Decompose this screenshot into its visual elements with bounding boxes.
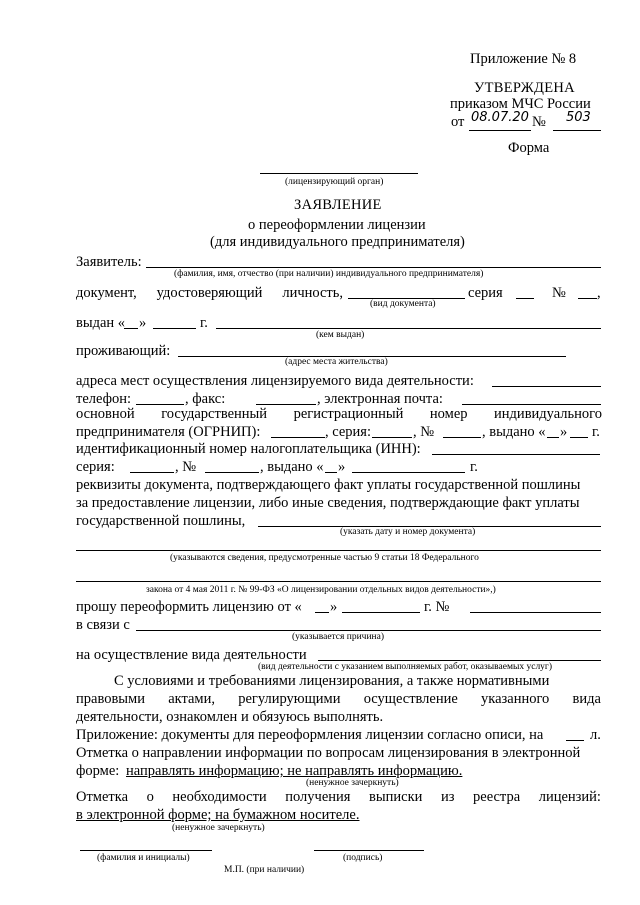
request-label: прошу переоформить лицензию от «	[76, 599, 302, 615]
activity-label: на осуществление вида деятельности	[76, 647, 307, 663]
inn-series-line[interactable]	[130, 472, 174, 473]
license-number-line[interactable]	[470, 612, 601, 613]
ogrnip-issued-date-line[interactable]	[570, 437, 588, 438]
inn-line[interactable]	[432, 454, 600, 455]
electronic-notice-caption: (ненужное зачеркнуть)	[306, 778, 399, 788]
reason-label: в связи с	[76, 617, 130, 633]
request-day-line[interactable]	[315, 612, 329, 613]
payment-extra-line[interactable]	[76, 550, 601, 551]
ogrnip-issued-label: , выдано «	[482, 424, 546, 440]
request-month-line[interactable]	[342, 612, 420, 613]
request-year-number-label: г. №	[424, 599, 450, 615]
attachment-tail: л.	[590, 727, 601, 743]
payment-text-line1: реквизиты документа, подтверждающего факт уплаты государственной пошлины	[76, 477, 581, 493]
ogrnip-series-line[interactable]	[372, 437, 412, 438]
ogrnip-issued-close: »	[560, 424, 568, 440]
inn-issued-date-line[interactable]	[352, 472, 465, 473]
id-document-label: документ, удостоверяющий личность,	[76, 285, 343, 301]
payment-caption-3: закона от 4 мая 2011 г. № 99-ФЗ «О лицензировании отдельных видов деятельности»,)	[146, 585, 496, 595]
ogrnip-issued-day-line[interactable]	[547, 437, 559, 438]
inn-issued-label: , выдано «	[260, 459, 324, 475]
residing-label: проживающий:	[76, 343, 171, 359]
fax-line[interactable]	[256, 404, 316, 405]
ogrnip-year-label: г.	[592, 424, 600, 440]
id-tail: ,	[597, 285, 601, 301]
seal-caption: М.П. (при наличии)	[224, 865, 305, 875]
activity-caption: (вид деятельности с указанием выполняемых работ, оказываемых услуг)	[258, 662, 552, 672]
issued-by-line[interactable]	[216, 328, 601, 329]
name-caption: (фамилия и инициалы)	[97, 853, 190, 863]
order-by-label: приказом МЧС России	[450, 96, 591, 112]
issued-close-quote: »	[139, 315, 147, 331]
id-document-caption: (вид документа)	[370, 299, 436, 309]
electronic-notice-prefix: форме:	[76, 763, 120, 779]
agreement-line3: деятельности, ознакомлен и обязуюсь выполнять.	[76, 709, 384, 725]
document-subtitle-2: (для индивидуального предпринимателя)	[210, 234, 465, 250]
issued-by-caption: (кем выдан)	[316, 330, 365, 340]
authority-line[interactable]	[260, 173, 418, 174]
approved-label: УТВЕРЖДЕНА	[474, 80, 575, 96]
payment-text-line3: государственной пошлины,	[76, 513, 246, 529]
activity-line[interactable]	[318, 660, 601, 661]
request-close-quote: »	[330, 599, 338, 615]
form-label: Форма	[508, 140, 550, 156]
id-number-sign: №	[552, 285, 566, 301]
approval-date-handwritten: 08.07.20	[471, 110, 529, 125]
inn-year-label: г.	[470, 459, 478, 475]
payment-caption-2: (указываются сведения, предусмотренные частью 9 статьи 18 Федерального	[170, 553, 479, 563]
inn-issued-day-line[interactable]	[325, 472, 337, 473]
addresses-label: адреса мест осуществления лицензируемого вида деятельности:	[76, 373, 474, 389]
document-subtitle: о переоформлении лицензии	[248, 217, 426, 233]
phone-label: телефон:	[76, 391, 132, 407]
number-line	[553, 130, 601, 131]
ogrnip-series-label: , серия:	[325, 424, 372, 440]
inn-number-label: , №	[175, 459, 197, 475]
addresses-line[interactable]	[492, 386, 601, 387]
email-line[interactable]	[462, 404, 601, 405]
ogrnip-line[interactable]	[271, 437, 325, 438]
id-series-line[interactable]	[516, 298, 534, 299]
agreement-line1: С условиями и требованиями лицензирования, а также нормативными	[114, 673, 550, 689]
residing-caption: (адрес места жительства)	[285, 357, 388, 367]
applicant-label: Заявитель:	[76, 254, 142, 270]
extract-line1: Отметка о необходимости получения выписки из реестра лицензий:	[76, 789, 601, 805]
extract-caption: (ненужное зачеркнуть)	[172, 823, 265, 833]
ogrnip-label-line1: основной государственный регистрационный номер индивидуального	[76, 406, 602, 422]
fax-label: , факс:	[185, 391, 226, 407]
appendix-label: Приложение № 8	[470, 51, 577, 67]
signature-line[interactable]	[314, 850, 424, 851]
electronic-notice-line1: Отметка о направлении информации по вопросам лицензирования в электронной	[76, 745, 581, 761]
ogrnip-number-line[interactable]	[443, 437, 481, 438]
reason-line[interactable]	[136, 630, 601, 631]
payment-extra-line-2[interactable]	[76, 581, 601, 582]
approval-number-handwritten: 503	[566, 110, 591, 125]
issued-day-line[interactable]	[124, 328, 138, 329]
applicant-caption: (фамилия, имя, отчество (при наличии) индивидуального предпринимателя)	[174, 269, 484, 279]
inn-issued-close: »	[338, 459, 346, 475]
date-prefix: от	[451, 114, 465, 130]
agreement-line2: правовыми актами, регулирующими осуществление указанного вида	[76, 691, 601, 707]
ogrnip-label-line2: предпринимателя (ОГРНИП):	[76, 424, 261, 440]
ogrnip-number-label: , №	[413, 424, 435, 440]
document-title: ЗАЯВЛЕНИЕ	[294, 197, 382, 213]
phone-line[interactable]	[136, 404, 184, 405]
email-label: , электронная почта:	[317, 391, 443, 407]
issued-label: выдан «	[76, 315, 126, 331]
signature-caption: (подпись)	[343, 853, 383, 863]
applicant-line[interactable]	[146, 267, 601, 268]
authority-caption: (лицензирующий орган)	[285, 177, 384, 187]
id-number-line[interactable]	[578, 298, 597, 299]
attachment-label: Приложение: документы для переоформления лицензии согласно описи, на	[76, 727, 544, 743]
attachment-pages-line[interactable]	[566, 740, 584, 741]
payment-caption: (указать дату и номер документа)	[340, 527, 476, 537]
date-line	[469, 130, 531, 131]
payment-text-line2: за предоставление лицензии, либо иные сведения, подтверждающие факт уплаты	[76, 495, 580, 511]
issued-year-label: г.	[200, 315, 208, 331]
number-sign: №	[532, 114, 546, 130]
extract-options[interactable]: в электронной форме; на бумажном носителе.	[76, 807, 360, 823]
issued-month-line[interactable]	[153, 328, 196, 329]
electronic-notice-options[interactable]: направлять информацию; не направлять информацию.	[126, 763, 463, 779]
id-series-label: серия	[468, 285, 503, 301]
inn-number-line[interactable]	[205, 472, 259, 473]
reason-caption: (указывается причина)	[292, 632, 385, 642]
inn-series-label: серия:	[76, 459, 115, 475]
inn-label: идентификационный номер налогоплательщика (ИНН):	[76, 441, 421, 457]
name-line[interactable]	[80, 850, 212, 851]
